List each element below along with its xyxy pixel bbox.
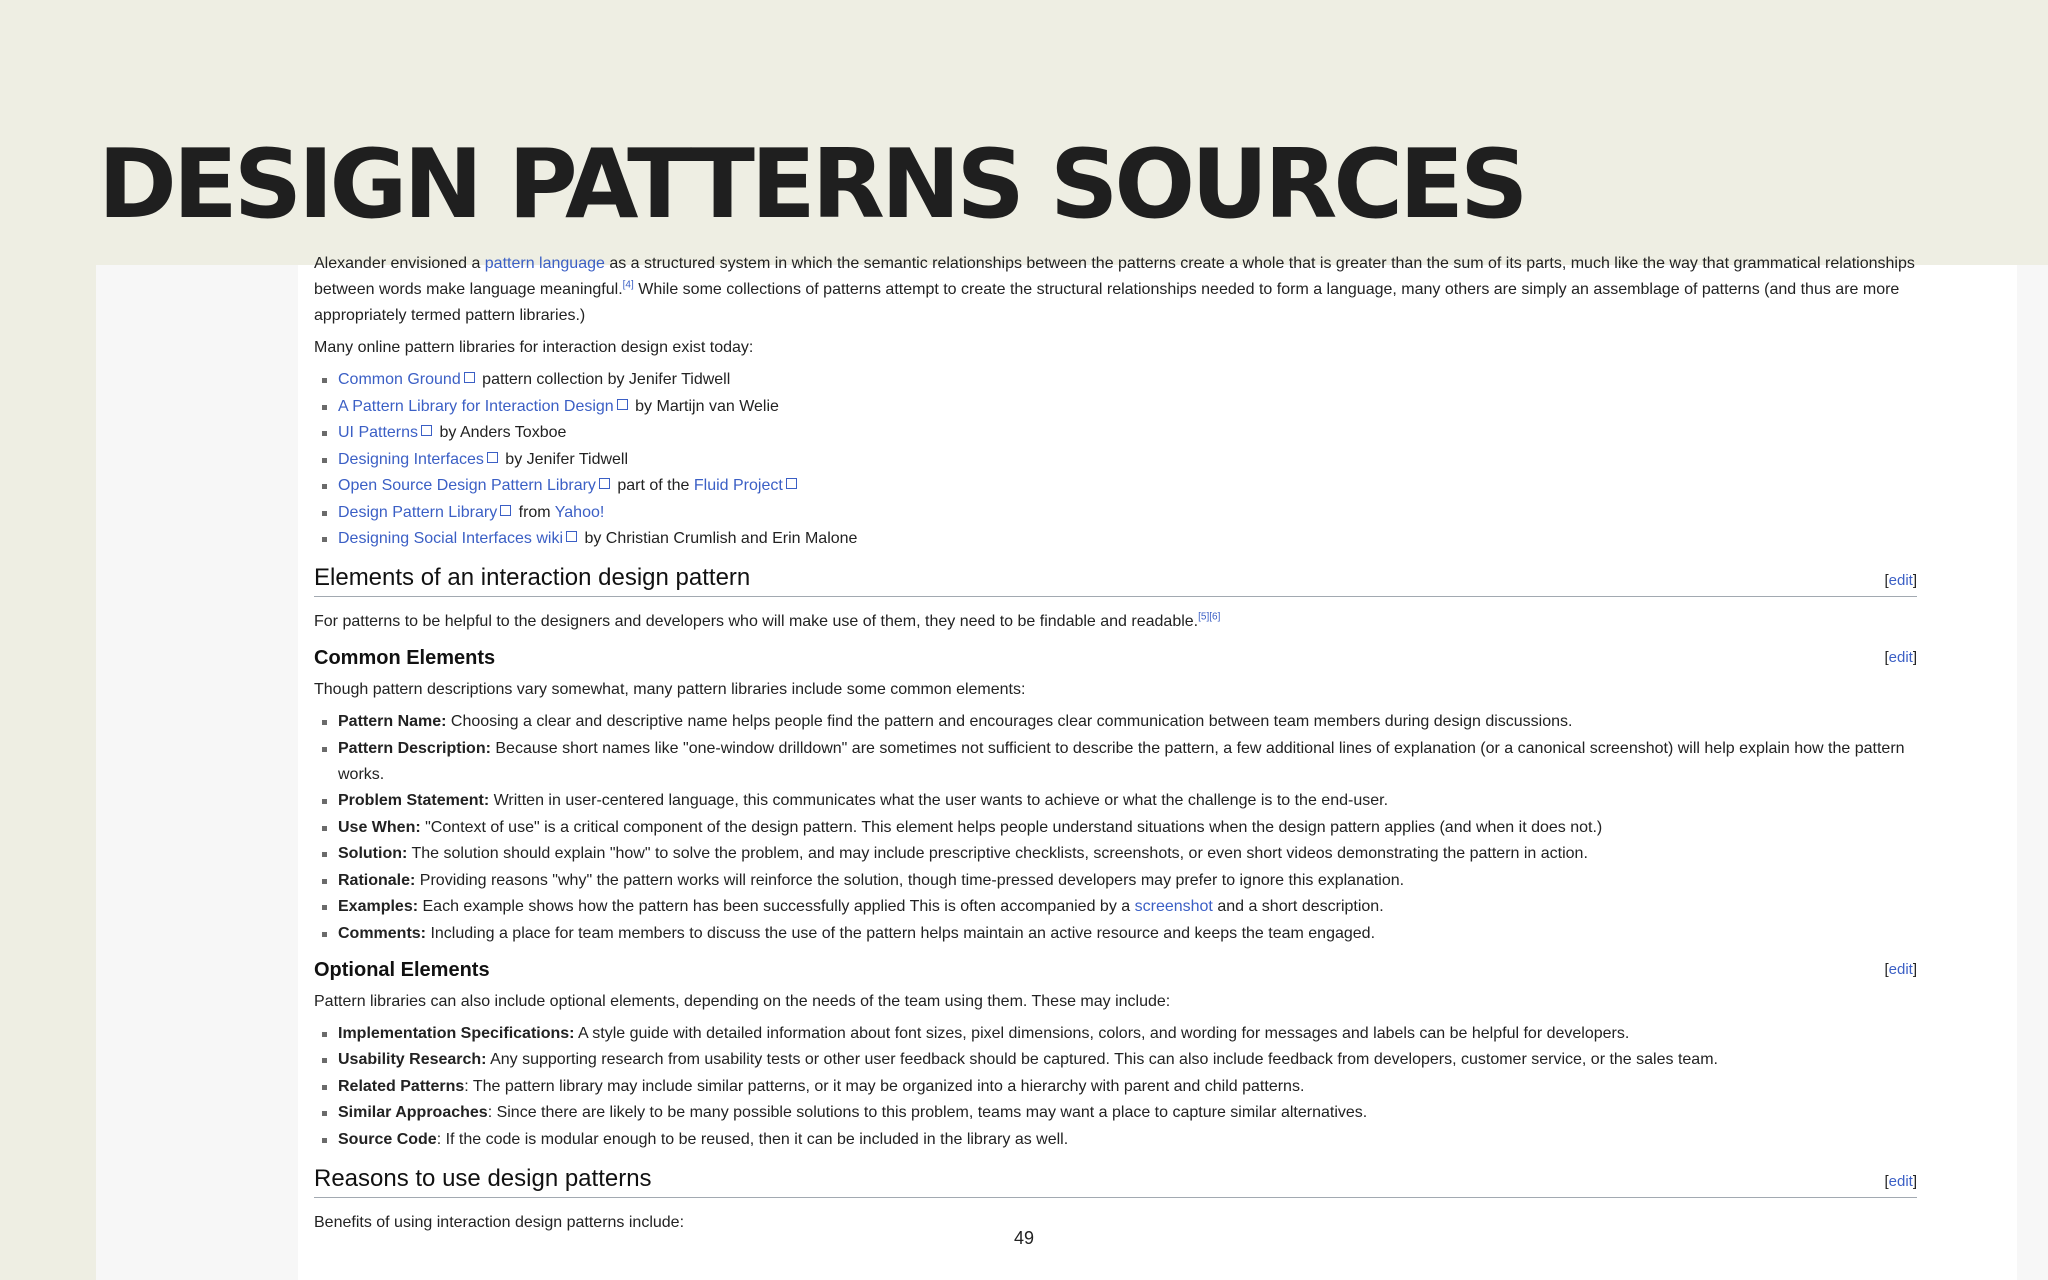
external-link-icon (566, 531, 577, 542)
list-item: UI Patterns by Anders Toxboe (338, 420, 1917, 446)
optional-elements-list (314, 1021, 1917, 1153)
list-item: Related Patterns: The pattern library may include similar patterns, or it may be organized into a hierarchy with parent and child patterns. (338, 1074, 1917, 1100)
list-item: Examples: Each example shows how the pattern has been successfully applied This is often accompanied by a screenshot and a short description. (338, 894, 1917, 920)
wiki-screenshot (96, 255, 2048, 1280)
article-body (314, 251, 1917, 1242)
external-link-icon (786, 478, 797, 489)
list-item: Designing Social Interfaces wiki by Christian Crumlish and Erin Malone (338, 526, 1917, 552)
optional-intro: Pattern libraries can also include optional elements, depending on the needs of the team using them. These may include: (314, 992, 1171, 1010)
list-item: A Pattern Library for Interaction Design by Martijn van Welie (338, 394, 1917, 420)
libraries-list (314, 367, 1917, 552)
reasons-heading-row (314, 1163, 1917, 1198)
list-item: Problem Statement: Written in user-centered language, this communicates what the user wants to achieve or what the challenge is to the end-user. (338, 788, 1917, 814)
ref-5-6[interactable]: [5][6] (1198, 611, 1221, 623)
common-heading: Common Elements (314, 647, 496, 669)
design-pattern-library-link[interactable]: Design Pattern Library (338, 503, 498, 521)
common-ground-link[interactable]: Common Ground (338, 371, 461, 388)
list-item: Usability Research: Any supporting research from usability tests or other user feedback should be captured. This can also include feedback from developers, customer service, or the sales team. (338, 1047, 1917, 1073)
list-item: Implementation Specifications: A style guide with detailed information about font sizes, pixel dimensions, colors, and wording for messages and labels can be helpful for developers. (338, 1021, 1917, 1047)
social-interfaces-link[interactable]: Designing Social Interfaces wiki (338, 530, 563, 547)
pattern-library-link[interactable]: A Pattern Library for Interaction Design (338, 397, 614, 415)
optional-heading-row (314, 955, 1917, 985)
external-link-icon (464, 372, 475, 383)
ref-4[interactable]: [4] (622, 279, 634, 291)
list-item: Source Code: If the code is modular enough to be reused, then it can be included in the library as well. (338, 1127, 1917, 1153)
list-item: Comments: Including a place for team members to discuss the use of the pattern helps maintain an active resource and keeps the team engaged. (338, 921, 1917, 947)
list-item: Use When: "Context of use" is a critical component of the design pattern. This element helps people understand situations when the design pattern applies (and when it does not.) (338, 815, 1917, 841)
list-item: Common Ground pattern collection by Jenifer Tidwell (338, 367, 1917, 393)
page-number: 49 (1013, 1228, 1035, 1248)
yahoo-link[interactable]: Yahoo! (554, 503, 605, 521)
external-link-icon (617, 399, 628, 410)
edit-link-wrapper: [edit] (1884, 960, 1917, 978)
reasons-intro: Benefits of using interaction design patterns include: (314, 1213, 685, 1231)
fluid-project-link[interactable]: Fluid Project (693, 477, 783, 494)
designing-interfaces-link[interactable]: Designing Interfaces (338, 450, 484, 468)
common-elements-list (314, 709, 1917, 947)
reasons-heading: Reasons to use design patterns (314, 1164, 652, 1192)
list-item: Similar Approaches: Since there are likely to be many possible solutions to this problem, teams may want a place to capture similar alternatives. (338, 1100, 1917, 1126)
pattern-language-link[interactable]: pattern language (484, 255, 605, 272)
edit-reasons-link[interactable]: edit (1888, 1172, 1913, 1190)
elements-text: For patterns to be helpful to the designers and developers who will make use of them, they need to be findable and readable.[5][6] (314, 611, 1221, 630)
list-item: Rationale: Providing reasons "why" the pattern works will reinforce the solution, though time-pressed developers may prefer to ignore this explanation. (338, 868, 1917, 894)
list-item: Open Source Design Pattern Library part of the Fluid Project (338, 473, 1917, 499)
list-item: Designing Interfaces by Jenifer Tidwell (338, 447, 1917, 473)
external-link-icon (599, 478, 610, 489)
external-link-icon (421, 425, 432, 436)
edit-optional-link[interactable]: edit (1888, 960, 1913, 978)
list-item: Design Pattern Library from Yahoo! (338, 500, 1917, 526)
list-item: Pattern Description: Because short names like "one-window drilldown" are sometimes not sufficient to describe the pattern, a few additional lines of explanation (or a canonical screenshot) will help explain how the pattern works. (338, 736, 1917, 788)
ui-patterns-link[interactable]: UI Patterns (338, 424, 419, 441)
libraries-intro: Many online pattern libraries for interaction design exist today: (314, 339, 754, 356)
elements-heading: Elements of an interaction design pattern (314, 564, 751, 591)
edit-elements-link[interactable]: edit (1888, 572, 1913, 589)
external-link-icon (500, 505, 511, 516)
edit-link-wrapper: [edit] (1884, 649, 1917, 666)
edit-common-link[interactable]: edit (1888, 649, 1913, 666)
edit-link-wrapper: [edit] (1884, 1172, 1917, 1190)
open-source-library-link[interactable]: Open Source Design Pattern Library (338, 477, 596, 494)
intro-cut-line: Alexander envisioned a pattern language as a structured system in which the semantic relationships between the patterns create a whole that is greater than the sum of its parts, much like the way that grammatical relationships between words make language meaningful.[4] While some collections of patterns attempt to create the structural relationships needed to form a language, many others are simply an assemblage of patterns (and thus are more appropriately termed pattern libraries.) (314, 255, 1915, 324)
list-item: Solution: The solution should explain "how" to solve the problem, and may include prescriptive checklists, screenshots, or even short videos demonstrating the pattern in action. (338, 841, 1917, 867)
article-content (298, 255, 2017, 1280)
list-item: Pattern Name: Choosing a clear and descriptive name helps people find the pattern and encourages clear communication between team members during design discussions. (338, 709, 1917, 735)
optional-heading: Optional Elements (314, 958, 490, 981)
external-link-icon (487, 452, 498, 463)
common-intro: Though pattern descriptions vary somewhat, many pattern libraries include some common elements: (314, 681, 1026, 698)
slide-title: DESIGN PATTERNS SOURCES (98, 130, 1525, 240)
elements-heading-row (314, 562, 1917, 597)
edit-link-wrapper: [edit] (1884, 572, 1917, 589)
common-heading-row (314, 643, 1917, 673)
screenshot-link[interactable]: screenshot (1134, 898, 1213, 915)
